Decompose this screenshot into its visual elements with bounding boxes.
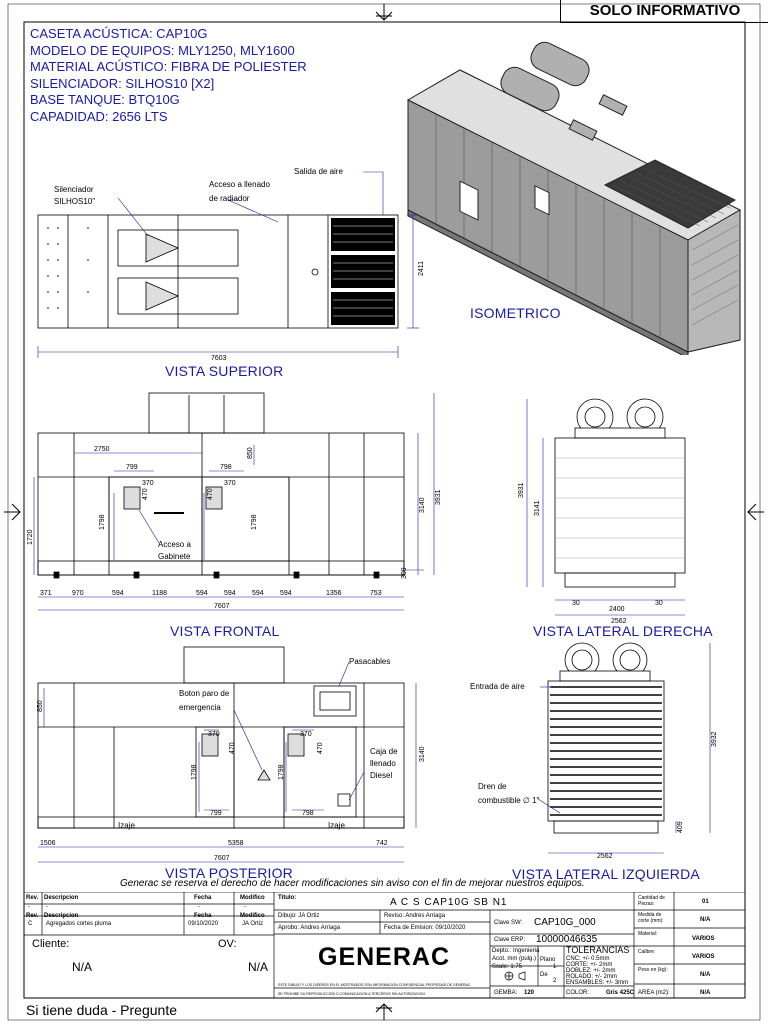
cantidad-value: 01 [702,899,709,905]
dim-rear-370b: 370 [300,731,312,738]
dim-rear-3140: 3140 [419,746,426,762]
dim-rear-370a: 370 [208,731,220,738]
dim-top-length: 7603 [211,355,227,362]
dim-front-3931: 3931 [435,489,442,505]
material-value: VARIOS [692,936,715,942]
dim-rear-799: 799 [210,810,222,817]
modifico-header: Modifico [240,895,265,901]
dim-front-b7: 594 [280,590,292,597]
view-title-rear: VISTA POSTERIOR [165,865,293,881]
dim-front-470a: 470 [142,488,149,500]
dim-left-409: 409 [677,821,684,833]
tolerance-cnc: CNC: +/- 0.5mm [566,956,610,962]
desc-header: Descripcion [44,895,79,901]
dibujo-field: Dibujo: JA Ortiz [278,913,320,919]
rev-header: Rev. [26,895,39,901]
dim-front-b3: 1188 [152,590,168,597]
drain-label-1: Dren de [478,782,507,791]
fecha-header-2: Fecha [194,913,212,919]
tolerances-title: TOLERANCIAS [566,945,630,955]
rev1-desc: - [46,904,48,910]
dim-front-1720: 1720 [27,529,34,545]
dim-right-3931: 3931 [518,482,525,498]
dim-front-b4: 594 [196,590,208,597]
material-label: Material: [638,931,658,937]
spec-line-modelo: MODELO DE EQUIPOS: MLY1250, MLY1600 [30,42,295,58]
spec-line-silenciador: SILENCIADOR: SILHOS10 [X2] [30,75,215,91]
dim-rear-470b: 470 [317,742,324,754]
plano-value: 1 [553,964,557,970]
view-title-right: VISTA LATERAL DERECHA [533,623,713,639]
dim-rear-1506: 1506 [40,840,56,847]
area-label: AREA (m2): [638,990,670,996]
view-title-left: VISTA LATERAL IZQUIERDA [512,866,700,882]
rev1-rev: - [28,904,30,910]
dim-right-30a: 30 [572,600,580,607]
dim-rear-1798b: 1798 [278,764,285,780]
fecha-header: Fecha [194,895,212,901]
view-title-isometric: ISOMETRICO [470,305,561,321]
diesel-fill-label-3: Diesel [370,771,393,780]
isometric-view [400,40,750,355]
dim-rear-742: 742 [376,840,388,847]
dim-front-b6: 594 [252,590,264,597]
fill-access-label-2: de radiador [209,194,250,203]
rev2-fecha: 09/10/2020 [188,921,219,927]
dim-front-309: 309 [401,567,408,579]
dim-rear-850: 850 [37,700,44,712]
lift-label-a: Izaje [118,821,135,830]
ov-label: OV: [218,938,237,950]
air-out-label: Salida de aire [294,167,343,176]
cantidad-label: Cantidad de Piezas: [638,895,665,907]
dim-front-370a: 370 [142,480,154,487]
view-title-top: VISTA SUPERIOR [165,363,284,379]
rev2-rev: C [28,921,33,927]
dim-front-2750: 2750 [94,446,110,453]
top-view [28,160,428,365]
dim-front-b9: 753 [370,590,382,597]
fecha-emision-field: Fecha de Emision: 09/10/2020 [384,925,466,931]
rear-view [24,642,454,870]
gemba-label: GEMBA: [494,990,518,996]
left-side-view [470,635,720,867]
area-value: N/A [700,990,711,996]
dim-front-799: 799 [126,464,138,471]
clave-erp-value: 10000046635 [536,934,598,945]
dim-front-b1: 970 [72,590,84,597]
dim-rear-798: 798 [302,810,314,817]
tolerance-corte: CORTE: +/- 2mm [566,962,613,968]
titulo-label: Titulo: [278,895,297,901]
dim-front-b0: 371 [40,590,52,597]
acotaciones-field: Acot. mm (pulg.) [492,956,537,962]
cabinet-access-label-1: Acceso a [158,540,191,549]
peso-label: Peso en (kg): [638,967,668,973]
modifico-header-2: Modifico [240,913,265,919]
dim-front-total: 7607 [214,603,230,610]
aprobo-field: Aprobo: Andres Arriaga [278,925,341,931]
lift-label-b: Izaje [328,821,345,830]
medida-label: Medida de corte (mm): [638,912,664,924]
dim-front-b8: 1356 [326,590,342,597]
fill-access-label-1: Acceso a llenado [209,180,270,189]
rev2-desc: Agregados cortes pluma [46,921,112,927]
estop-label-2: emergencia [179,703,221,712]
dim-rear-470a: 470 [229,742,236,754]
dim-front-370b: 370 [224,480,236,487]
dim-right-2400: 2400 [609,606,625,613]
silencer-label-2: SILHOS10" [54,197,96,206]
rev1-fecha: - [198,904,200,910]
medida-value: N/A [700,917,711,923]
reviso-field: Reviso: Andres Arriaga [384,913,446,919]
diesel-fill-label-1: Caja de [370,747,398,756]
dim-rear-total: 7607 [214,855,230,862]
dim-front-1798a: 1798 [99,514,106,530]
clave-erp-label: Clave ERP: [494,937,526,943]
right-side-view [505,390,705,625]
dim-front-1798b: 1798 [251,514,258,530]
legal-line-2: SE PROHIBE SU REPRODUCCION O COMUNICACION A TERCEROS SIN AUTORIZACION. [278,992,426,996]
color-label: COLOR: [566,990,590,996]
cliente-value: N/A [72,960,93,974]
legal-line-1: ESTE DIBUJO Y LOS DISEÑOS EN EL MOSTRADOS SON INFORMACION CONFIDENCIAL PROPIEDAD DE GENERAC. [278,983,472,987]
tolerance-doblez: DOBLEZ: +/- 2mm [566,968,616,974]
dim-front-850: 850 [247,447,254,459]
color-value: Gris 425C [606,990,635,996]
drawing-title: A C S CAP10G SB N1 [390,897,508,908]
drain-label-2: combustible ∅ 1" [478,796,540,805]
info-banner: SOLO INFORMATIVO [560,0,768,23]
rev1-mod: - [244,904,246,910]
plano-label: Plano [540,957,556,963]
spec-list [30,26,307,125]
generac-logo: GENERAC [318,943,451,971]
footer-note: Si tiene duda - Pregunte [26,1002,177,1018]
rev-header-2: Rev. [26,913,39,919]
tolerance-rolado: ROLADO: +/- 2mm [566,974,617,980]
dim-front-3140: 3140 [419,497,426,513]
scale-field: Scale: 1:75 [492,964,523,970]
front-view [24,385,454,625]
spec-line-caseta: CASETA ACÚSTICA: CAP10G [30,26,208,41]
rev2-mod: JA Ortiz [242,921,264,927]
cliente-label: Cliente: [32,938,70,950]
dim-front-b2: 594 [112,590,124,597]
calibre-label: Calibre: [638,949,656,955]
spec-line-capacidad: CAPADIDAD: 2656 LTS [30,108,168,124]
de-value: 2 [553,978,557,984]
dim-top-width: 2411 [418,260,425,276]
dim-front-798: 798 [220,464,232,471]
de-label: De [540,972,548,978]
tolerance-ensambles: ENSAMBLES: +/- 3mm [566,980,629,986]
desc-header-2: Descripcion [44,913,79,919]
spec-line-material: MATERIAL ACÚSTICO: FIBRA DE POLIESTER [30,59,307,74]
dim-left-2562: 2562 [597,853,613,860]
dim-left-3932: 3932 [711,731,718,747]
dim-front-b5: 594 [224,590,236,597]
dim-right-30b: 30 [655,600,663,607]
disclaimer-text: Generac se reserva el derecho de hacer modificaciones sin aviso con el fin de mejorar nuestros equipos. [120,878,585,889]
clave-sw-label: Clave SW: [494,920,523,926]
diesel-fill-label-2: llenado [370,759,396,768]
dim-rear-1798a: 1798 [191,764,198,780]
depto-field: Depto.: Ingenieria [492,948,540,954]
cabinet-access-label-2: Gabinete [158,552,191,561]
ov-value: N/A [248,960,269,974]
clave-sw-value: CAP10G_000 [534,917,596,928]
silencer-label-1: Silenciador [54,185,94,194]
spec-line-base-tanque: BASE TANQUE: BTQ10G [30,92,180,107]
dim-right-2562: 2562 [611,618,627,625]
peso-value: N/A [700,972,711,978]
view-title-front: VISTA FRONTAL [170,623,280,639]
air-in-label: Entrada de aire [470,682,525,691]
dim-rear-5358: 5358 [228,840,244,847]
gemba-value: 120 [524,990,535,996]
cable-pass-label: Pasacables [349,657,391,666]
estop-label-1: Boton paro de [179,689,230,698]
calibre-value: VARIOS [692,954,715,960]
dim-front-470b: 470 [207,488,214,500]
dim-right-3141: 3141 [534,500,541,516]
